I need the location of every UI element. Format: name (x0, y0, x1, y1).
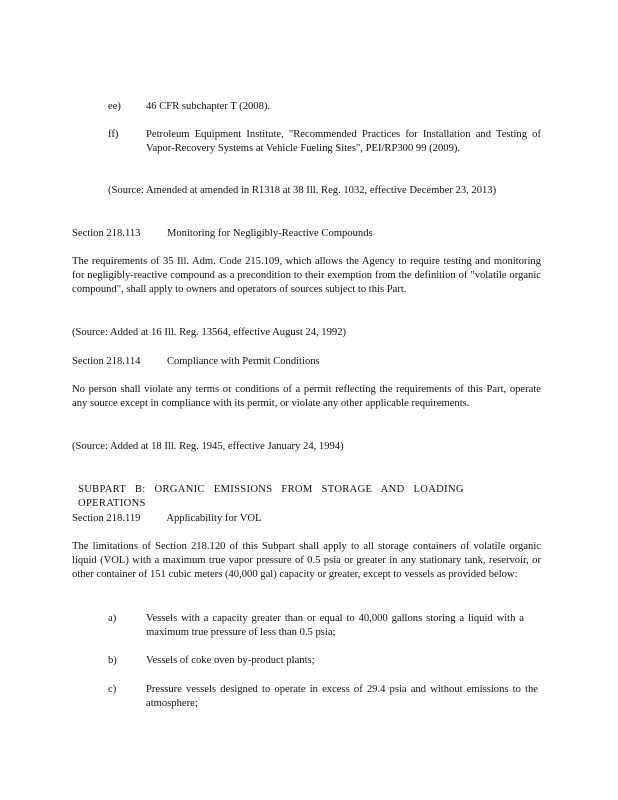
item-label: ff) (108, 129, 119, 140)
item-text: Petroleum Equipment Institute, "Recommended Practices for Installation and Testing of Vapor-Recovery Systems at Vehicle Fueling Sites", PEI/RP300 99 (2009). (146, 129, 541, 154)
source-note: (Source: Amended at amended in R1318 at 38 Ill. Reg. 1032, effective December 23, 2013) (108, 185, 497, 196)
item-text: Vessels with a capacity greater than or equal to 40,000 gallons storing a liquid with a maximum true pressure of less than 0.5 psia; (146, 613, 524, 638)
source-note: (Source: Added at 16 Ill. Reg. 13564, effective August 24, 1992) (72, 327, 347, 338)
section-heading-218-119: Section 218.119 Applicability for VOL (72, 513, 262, 524)
section-body-218-119: The limitations of Section 218.120 of this Subpart shall apply to all storage containers of volatile organic liquid (VOL) with a maximum true vapor pressure of 0.5 psia or greater in any stationary tank, reservoir, or other container of 151 cubic meters (40,000 gal) capacity or greater, except to vessels as provided below: (72, 541, 541, 580)
section-body-218-113: The requirements of 35 Ill. Adm. Code 215.109, which allows the Agency to require testing and monitoring for negligibly-reactive compound as a precondition to their exemption from the definition of "volatile organic compound", shall apply to owners and operators of sources subject to this Part. (72, 256, 541, 295)
section-body-218-114: No person shall violate any terms or conditions of a permit reflecting the requirements of this Part, operate any source except in compliance with its permit, or violate any other applicable requirements. (72, 384, 541, 409)
item-text: Vessels of coke oven by-product plants; (146, 655, 315, 666)
subpart-heading: SUBPART B: ORGANIC EMISSIONS FROM STORAGE AND LOADING OPERATIONS (78, 484, 464, 509)
section-heading-218-114: Section 218.114 Compliance with Permit Conditions (72, 356, 320, 367)
section-heading-218-113: Section 218.113 Monitoring for Negligibly-Reactive Compounds (72, 228, 373, 239)
item-text: Pressure vessels designed to operate in excess of 29.4 psia and without emissions to the atmosphere; (146, 684, 538, 709)
source-note: (Source: Added at 18 Ill. Reg. 1945, effective January 24, 1994) (72, 441, 344, 452)
item-label: b) (108, 655, 117, 666)
item-text: 46 CFR subchapter T (2008). (146, 101, 271, 112)
item-label: a) (108, 613, 117, 624)
item-label: c) (108, 684, 117, 695)
item-label: ee) (108, 101, 121, 112)
